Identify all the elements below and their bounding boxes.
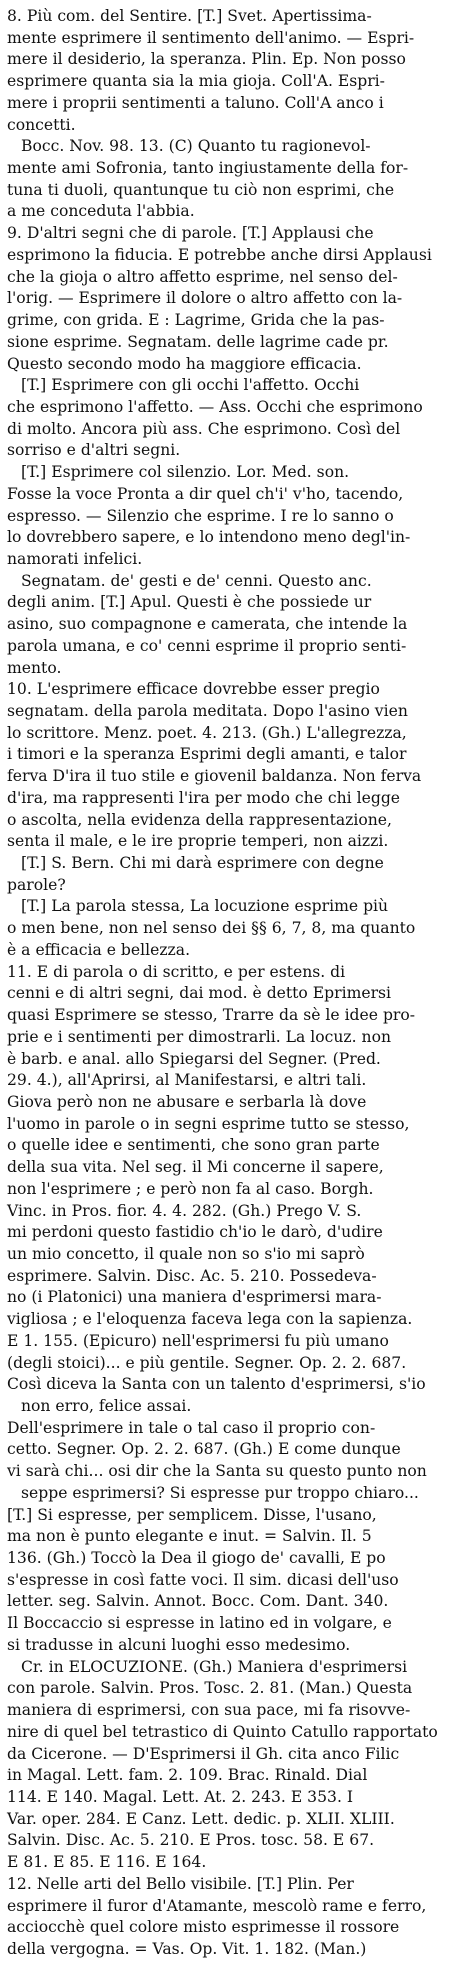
text-line: namorati infelici. bbox=[7, 549, 143, 568]
text-line: mi perdoni questo fastidio ch'io le darò, d'udire bbox=[7, 1223, 383, 1242]
text-line: della vergogna. = Vas. Op. Vit. 1. 182. (Man.) bbox=[7, 1939, 367, 1958]
text-line: espresso. — Silenzio che esprime. I re lo sanno o bbox=[7, 506, 394, 525]
text-line: Salvin. Disc. Ac. 5. 210. E Pros. tosc. 58. E 67. bbox=[7, 1831, 375, 1850]
text-line: di molto. Ancora più ass. Che esprimono. Così del bbox=[7, 419, 401, 438]
text-line: un mio concetto, il quale non so s'io mi saprò bbox=[7, 1244, 365, 1263]
text-line: [T.] La parola stessa, La locuzione esprime più bbox=[21, 897, 389, 916]
text-line: letter. seg. Salvin. Annot. Bocc. Com. Dant. 340. bbox=[7, 1592, 389, 1611]
text-line: o ascolta, nella evidenza della rappresentazione, bbox=[7, 810, 392, 829]
text-line: 114. E 140. Magal. Lett. At. 2. 243. E 353. I bbox=[7, 1787, 354, 1806]
text-line: acciocchè quel colore misto esprimesse il rossore bbox=[7, 1918, 400, 1937]
text-line: cenni e di altri segni, dai mod. è detto Eprimersi bbox=[7, 984, 392, 1003]
text-line: Vinc. in Pros. fior. 4. 4. 282. (Gh.) Prego V. S. bbox=[7, 1201, 362, 1220]
text-line: s'espresse in così fatte voci. Il sim. dicasi dell'uso bbox=[7, 1570, 399, 1589]
text-line: esprimere il furor d'Atamante, mescolò rame e ferro, bbox=[7, 1896, 427, 1915]
text-line: 136. (Gh.) Toccò la Dea il giogo de' cavalli, E po bbox=[7, 1549, 386, 1568]
text-line: ma non è punto elegante e inut. = Salvin. Il. 5 bbox=[7, 1527, 372, 1546]
text-line: 29. 4.), all'Aprirsi, al Manifestarsi, e altri tali. bbox=[7, 1071, 367, 1090]
text-line: no (i Platonici) una maniera d'esprimersi mara- bbox=[7, 1288, 382, 1307]
text-line: da Cicerone. — D'Esprimersi il Gh. cita anco Filic bbox=[7, 1744, 400, 1763]
text-line: prie e i sentimenti per dimostrarli. La locuz. non bbox=[7, 1027, 392, 1046]
text-line: mento. bbox=[7, 658, 62, 677]
text-line: E 1. 155. (Epicuro) nell'esprimersi fu più umano bbox=[7, 1331, 389, 1350]
text-line: mente esprimere il sentimento dell'animo. — Espri- bbox=[7, 28, 415, 47]
text-line: lo scrittore. Menz. poet. 4. 213. (Gh.) L'allegrezza, bbox=[7, 723, 407, 742]
text-line: d'ira, ma rappresenti l'ira per modo che chi legge bbox=[7, 788, 401, 807]
text-line: sione esprime. Segnatam. delle lagrime cade pr. bbox=[7, 332, 389, 351]
text-line: E 81. E 85. E 116. E 164. bbox=[7, 1853, 207, 1872]
text-line: Var. oper. 284. E Canz. Lett. dedic. p. XLII. XLIII. bbox=[7, 1809, 395, 1828]
text-line: Questo secondo modo ha maggiore efficacia. bbox=[7, 354, 362, 373]
text-line: [T.] Esprimere con gli occhi l'affetto. Occhi bbox=[21, 376, 360, 395]
text-line: [T.] S. Bern. Chi mi darà esprimere con degne bbox=[21, 854, 384, 873]
text-line: Dell'esprimere in tale o tal caso il proprio con- bbox=[7, 1418, 376, 1437]
text-line: cetto. Segner. Op. 2. 2. 687. (Gh.) E come dunque bbox=[7, 1440, 401, 1459]
text-line: o quelle idee e sentimenti, che sono gran parte bbox=[7, 1136, 380, 1155]
section-line: 11. E di parola o di scritto, e per estens. di bbox=[7, 962, 346, 981]
text-line: esprimere quanta sia la mia gioja. Coll'A. Espri- bbox=[7, 72, 385, 91]
text-line: l'uomo in parole o in segni esprime tutto se stesso, bbox=[7, 1114, 410, 1133]
section-line: 12. Nelle arti del Bello visibile. [T.] Plin. Per bbox=[7, 1874, 354, 1893]
section-line: 10. L'esprimere efficace dovrebbe esser pregio bbox=[7, 680, 380, 699]
text-line: Fosse la voce Pronta a dir quel ch'i' v'ho, tacendo, bbox=[7, 484, 404, 503]
text-line: o men bene, non nel senso dei §§ 6, 7, 8, ma quanto bbox=[7, 919, 416, 938]
text-line: l'orig. — Esprimere il dolore o altro affetto con la- bbox=[7, 289, 403, 308]
text-line: lo dovrebbero sapere, e lo intendono meno degl'in- bbox=[7, 528, 411, 547]
text-line: [T.] Si espresse, per semplicem. Disse, l'usano, bbox=[7, 1505, 377, 1524]
section-line: 9. D'altri segni che di parole. [T.] Applausi che bbox=[7, 224, 374, 243]
text-line: vi sarà chi... osi dir che la Santa su questo punto non bbox=[7, 1462, 427, 1481]
text-line: mere i proprii sentimenti a taluno. Coll'A anco i bbox=[7, 93, 384, 112]
text-line: sorriso e d'altri segni. bbox=[7, 441, 181, 460]
text-line: è a efficacia e bellezza. bbox=[7, 940, 191, 959]
text-line: esprimere. Salvin. Disc. Ac. 5. 210. Possedeva- bbox=[7, 1266, 377, 1285]
text-line: parole? bbox=[7, 875, 66, 894]
text-line: tuna ti duoli, quantunque tu ciò non esprimi, che bbox=[7, 180, 395, 199]
text-line: degli anim. [T.] Apul. Questi è che possiede ur bbox=[7, 593, 372, 612]
text-line: ferva D'ira il tuo stile e giovenil baldanza. Non ferva bbox=[7, 767, 422, 786]
text-line: asino, suo compagnone e camerata, che intende la bbox=[7, 615, 408, 634]
text-line: che la gioja o altro affetto esprime, nel senso del- bbox=[7, 267, 398, 286]
text-line: Così diceva la Santa con un talento d'esprimersi, s'io bbox=[7, 1375, 426, 1394]
entry-text bbox=[7, 6, 468, 1961]
text-line: concetti. bbox=[7, 115, 76, 134]
text-line: della sua vita. Nel seg. il Mi concerne il sapere, bbox=[7, 1158, 384, 1177]
text-line: con parole. Salvin. Pros. Tosc. 2. 81. (Man.) Questa bbox=[7, 1679, 413, 1698]
text-line: si tradusse in alcuni luoghi esso medesimo. bbox=[7, 1635, 351, 1654]
text-line: maniera di esprimersi, con sua pace, mi fa risovve- bbox=[7, 1701, 411, 1720]
text-line: in Magal. Lett. fam. 2. 109. Brac. Rinald. Dial bbox=[7, 1766, 368, 1785]
text-line: Bocc. Nov. 98. 13. (C) Quanto tu ragionevol- bbox=[21, 137, 371, 156]
text-line: quasi Esprimere se stesso, Trarre da sè le idee pro- bbox=[7, 1006, 416, 1025]
text-line: grime, con grida. E : Lagrime, Grida che la pas- bbox=[7, 311, 385, 330]
text-line: seppe esprimersi? Si espresse pur troppo chiaro... bbox=[21, 1483, 419, 1502]
text-line: esprimono la fiducia. E potrebbe anche dirsi Applausi bbox=[7, 245, 432, 264]
section-line: 8. Più com. del Sentire. [T.] Svet. Apertissima- bbox=[7, 7, 372, 25]
text-line: i timori e la speranza Esprimi degli amanti, e talor bbox=[7, 745, 407, 764]
text-line: parola umana, e co' cenni esprime il proprio senti- bbox=[7, 636, 407, 655]
text-line: che esprimono l'affetto. — Ass. Occhi che esprimono bbox=[7, 397, 423, 416]
text-line: a me conceduta l'abbia. bbox=[7, 202, 195, 221]
text-line: vigliosa ; e l'eloquenza faceva lega con la sapienza. bbox=[7, 1310, 413, 1329]
text-line: (degli stoici)... e più gentile. Segner. Op. 2. 2. 687. bbox=[7, 1353, 407, 1372]
text-line: Segnatam. de' gesti e de' cenni. Questo anc. bbox=[21, 571, 372, 590]
text-line: è barb. e anal. allo Spiegarsi del Segner. (Pred. bbox=[7, 1049, 381, 1068]
text-line: Giova però non ne abusare e serbarla là dove bbox=[7, 1092, 367, 1111]
text-line: Il Boccaccio si espresse in latino ed in volgare, e bbox=[7, 1614, 392, 1633]
text-line: Cr. in ELOCUZIONE. (Gh.) Maniera d'esprimersi bbox=[21, 1657, 408, 1676]
text-line: [T.] Esprimere col silenzio. Lor. Med. son. bbox=[21, 463, 350, 482]
text-line: segnatam. della parola meditata. Dopo l'asino vien bbox=[7, 702, 408, 720]
text-line: non l'esprimere ; e però non fa al caso. Borgh. bbox=[7, 1179, 374, 1198]
text-line: non erro, felice assai. bbox=[21, 1397, 192, 1415]
text-line: mente ami Sofronia, tanto ingiustamente della for- bbox=[7, 159, 409, 178]
text-line: senta il male, e le ire proprie temperi, non aizzi. bbox=[7, 832, 389, 851]
text-line: nire di quel bel tetrastico di Quinto Catullo rapportato bbox=[7, 1722, 438, 1741]
text-line: mere il desiderio, la speranza. Plin. Ep. Non posso bbox=[7, 50, 406, 69]
